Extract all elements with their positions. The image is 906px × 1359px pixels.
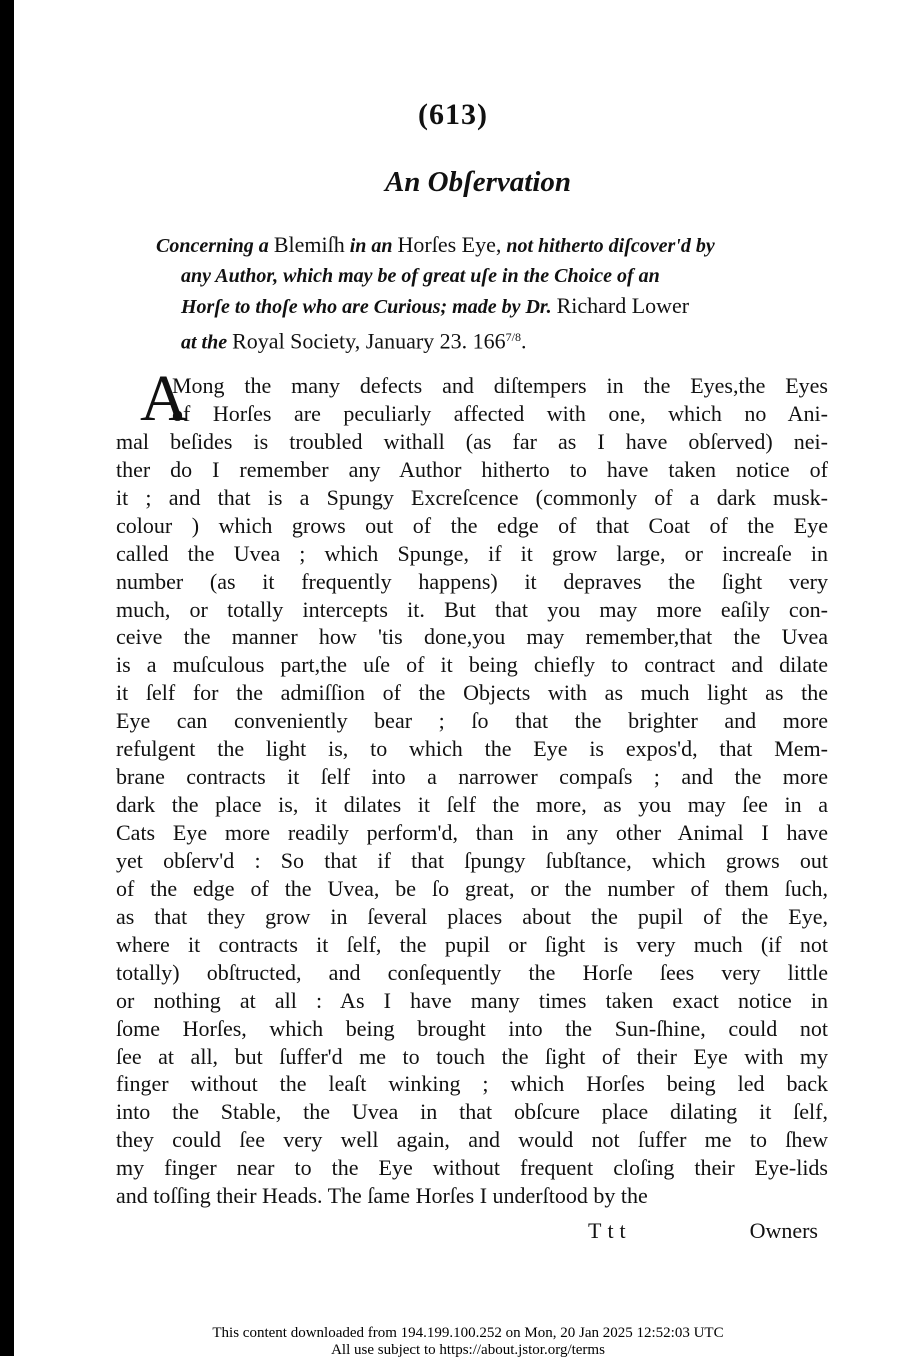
body-line: called the Uvea ; which Spunge, if it grow large, or increaſe in bbox=[116, 540, 828, 566]
body-line: colour ) which grows out of the edge of that Coat of the Eye bbox=[116, 512, 828, 538]
body-line: totally) obſtructed, and conſequently the Horſe ſees very little bbox=[116, 959, 828, 985]
jstor-footer bbox=[0, 1325, 906, 1359]
article-subtitle bbox=[156, 230, 826, 358]
terms-notice: All use subject to https://about.jstor.org/terms bbox=[331, 1342, 605, 1358]
body-line: my finger near to the Eye without frequent cloſing their Eye-lids bbox=[116, 1155, 828, 1181]
body-line: brane contracts it ſelf into a narrower compaſs ; and the more bbox=[116, 764, 828, 790]
subtitle-line-1 bbox=[156, 230, 826, 261]
body-line: finger without the leaſt winking ; which Horſes being led back bbox=[116, 1071, 828, 1097]
subtitle-text: at the bbox=[181, 331, 233, 354]
body-line: into the Stable, the Uvea in that obſcure place dilating it ſelf, bbox=[116, 1099, 828, 1125]
body-line: ſee at all, but ſuffer'd me to touch the ſight of their Eye with my bbox=[116, 1043, 828, 1069]
scan-left-edge bbox=[0, 0, 14, 1356]
body-line: it ; and that is a Spungy Excreſcence (commonly of a dark musk- bbox=[116, 484, 828, 510]
body-line: ceive the manner how 'tis done,you may remember,that the Uvea bbox=[116, 624, 828, 650]
signature-mark: Ttt bbox=[588, 1218, 632, 1243]
subtitle-line-3 bbox=[156, 291, 826, 322]
body-line: of the edge of the Uvea, be ſo great, or the number of them ſuch, bbox=[116, 875, 828, 901]
body-line: and toſſing their Heads. The ſame Horſes I underſtood by the bbox=[116, 1183, 648, 1209]
body-line: ſome Horſes, which being brought into the Sun-ſhine, could not bbox=[116, 1015, 828, 1041]
subtitle-text-roman: . bbox=[521, 328, 527, 354]
body-line: they could ſee very well again, and would not ſuffer me to ſhew bbox=[116, 1127, 828, 1153]
body-line: much, or totally intercepts it. But that you may more eaſily con- bbox=[116, 596, 828, 622]
download-notice: This content downloaded from 194.199.100.252 on Mon, 20 Jan 2025 12:52:03 UTC bbox=[212, 1325, 724, 1341]
page-number: (613) bbox=[418, 98, 488, 131]
subtitle-society-date: Royal Society, January 23. 166 bbox=[232, 328, 506, 354]
body-line: yet obſerv'd : So that if that ſpungy ſubſtance, which grows out bbox=[116, 847, 828, 873]
subtitle-text: in an bbox=[344, 235, 398, 257]
subtitle-text-roman: Horſes Eye, bbox=[397, 232, 502, 257]
subtitle-line-4 bbox=[156, 322, 826, 358]
body-text bbox=[116, 372, 828, 1210]
body-line: or nothing at all : As I have many times taken exact notice in bbox=[116, 987, 828, 1013]
subtitle-text: Horſe to thoſe who are Curious; made by Dr. bbox=[181, 296, 557, 318]
body-line: ther do I remember any Author hitherto to have taken notice of bbox=[116, 456, 828, 482]
subtitle-author: Richard Lower bbox=[556, 293, 690, 318]
body-line: Cats Eye more readily perform'd, than in any other Animal I have bbox=[116, 820, 828, 845]
subtitle-text-roman: Blemiſh bbox=[273, 232, 345, 257]
body-line: Eye can conveniently bear ; ſo that the brighter and more bbox=[116, 708, 828, 734]
subtitle-text: Concerning a bbox=[156, 235, 274, 257]
article-title: An Obſervation bbox=[384, 166, 572, 198]
page-foot-row bbox=[116, 1218, 818, 1248]
body-line: is a muſculous part,the uſe of it being chiefly to contract and dilate bbox=[116, 652, 828, 678]
catchword: Owners bbox=[749, 1218, 818, 1243]
body-line: mal beſides is troubled withall (as far as I have obſerved) nei- bbox=[116, 428, 828, 454]
body-line: number (as it frequently happens) it depraves the ſight very bbox=[116, 568, 828, 594]
body-line: refulgent the light is, to which the Eye is expos'd, that Mem- bbox=[116, 736, 828, 762]
body-line: as that they grow in ſeveral places about the pupil of the Eye, bbox=[116, 903, 828, 929]
subtitle-text: not hitherto diſcover'd by bbox=[501, 235, 715, 257]
body-line: it ſelf for the admiſſion of the Objects with as much light as the bbox=[116, 680, 828, 706]
body-line: Mong the many defects and diſtempers in the Eyes,the Eyes bbox=[172, 373, 828, 398]
body-line: dark the place is, it dilates it ſelf the more, as you may ſee in a bbox=[116, 792, 828, 818]
subtitle-date-fraction: 7/8 bbox=[505, 330, 521, 344]
subtitle-line-2: any Author, which may be of great uſe in the Choice of an bbox=[181, 265, 660, 287]
body-line: where it contracts it ſelf, the pupil or ſight is very much (if not bbox=[116, 931, 828, 957]
drop-cap: A bbox=[140, 362, 188, 435]
body-line: of Horſes are peculiarly affected with one, which no Ani- bbox=[172, 400, 828, 426]
